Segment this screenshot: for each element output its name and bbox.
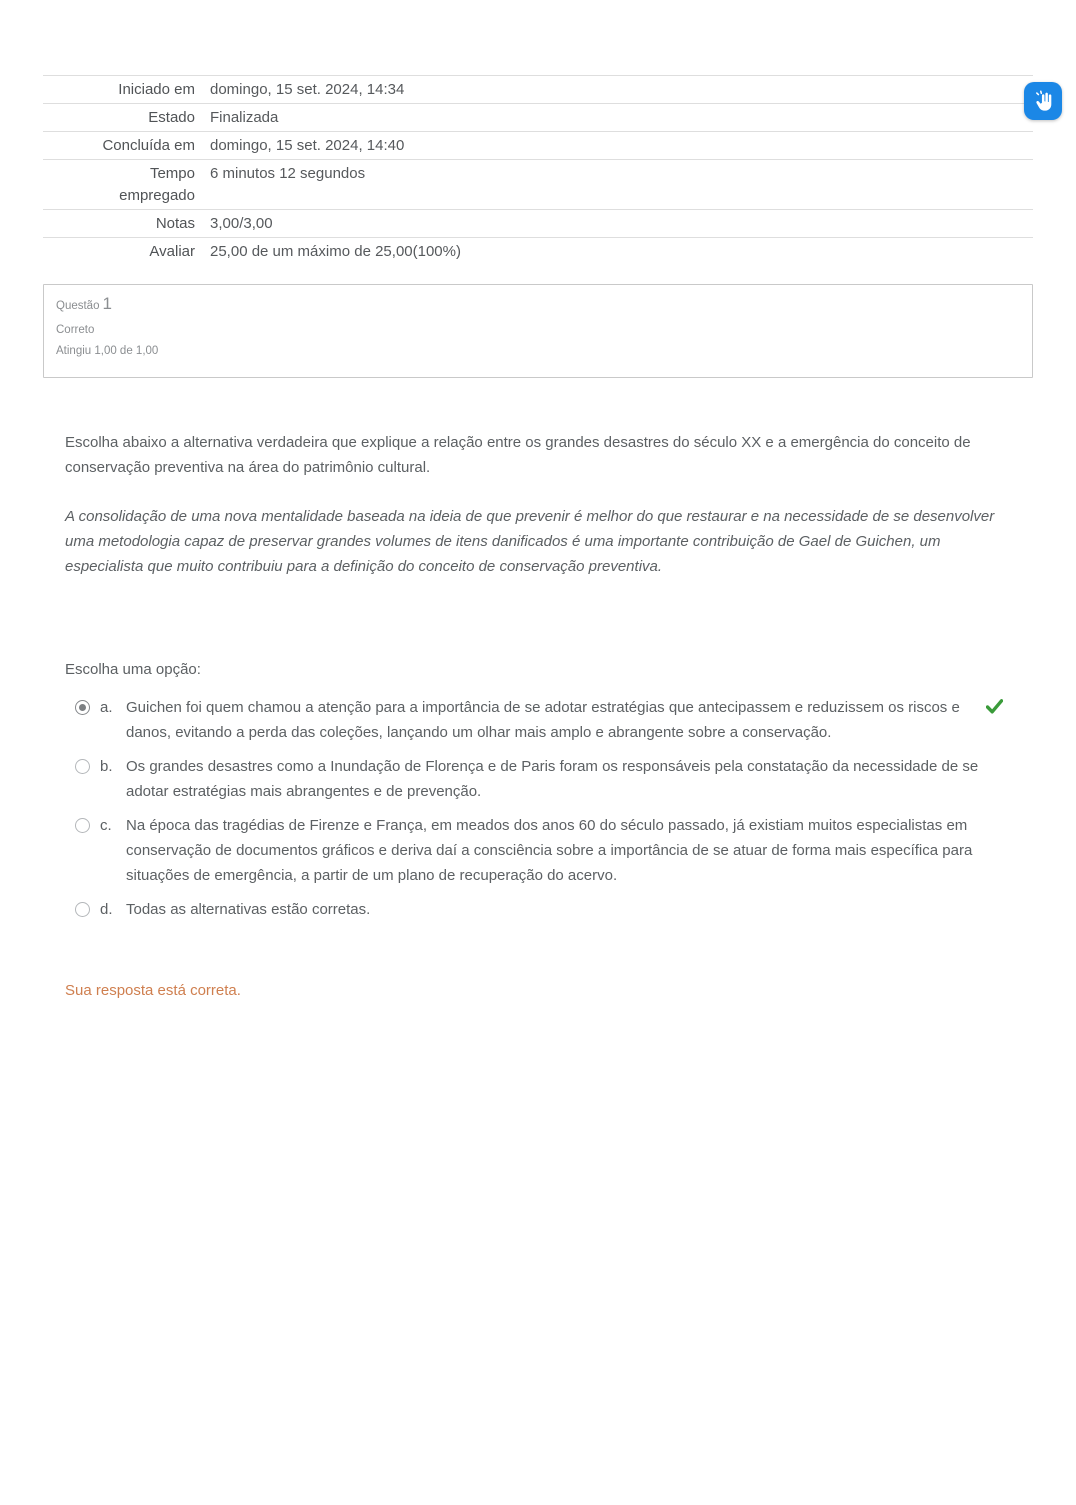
- question-status: Correto: [56, 324, 95, 336]
- option-text: Todas as alternativas estão corretas.: [126, 901, 371, 918]
- option-letter: d.: [100, 901, 113, 918]
- answer-feedback: Sua resposta está correta.: [65, 982, 241, 999]
- answer-prompt: Escolha uma opção:: [65, 661, 201, 678]
- summary-label: Iniciado em: [43, 76, 210, 104]
- summary-value: 25,00 de um máximo de 25,00(100%): [210, 238, 1033, 266]
- answer-option-b[interactable]: [65, 754, 1033, 804]
- summary-value: Finalizada: [210, 104, 1033, 132]
- table-row: [43, 160, 1033, 210]
- radio-button-c[interactable]: [75, 818, 90, 833]
- question-number: [56, 294, 1020, 316]
- table-row: [43, 132, 1033, 160]
- question-grade: Atingiu 1,00 de 1,00: [56, 345, 159, 357]
- question-text: Escolha abaixo a alternativa verdadeira que explique a relação entre os grandes desastres do século XX e a emergência do conceito de conservação preventiva na área do patrimônio cultural.: [65, 434, 971, 476]
- option-text: Os grandes desastres como a Inundação de Florença e de Paris foram os responsáveis pela constatação da necessidade de se adotar estratégias mais abrangentes e de prevenção.: [126, 758, 979, 800]
- table-row: [43, 238, 1033, 266]
- option-text: Na época das tragédias de Firenze e França, em meados dos anos 60 do século passado, já existiam muitos especialistas em conservação de documentos gráficos e deriva daí a consciência sobre a importância de se atuar de forma mais específica para situações de emergência, a partir de um plano de recuperação do acervo.: [126, 817, 973, 884]
- question-text-italic: A consolidação de uma nova mentalidade baseada na ideia de que prevenir é melhor do que restaurar e na necessidade de se desenvolver uma metodologia capaz de preservar grandes volumes de itens danificados é uma importante contribuição de Gael de Guichen, um especialista que muito contribuiu para a definição do conceito de conservação preventiva.: [65, 508, 995, 575]
- summary-value: 3,00/3,00: [210, 210, 1033, 238]
- radio-button-a[interactable]: [75, 700, 90, 715]
- answer-option-c[interactable]: [65, 813, 1033, 888]
- question-number-value: 1: [102, 294, 112, 313]
- question-number-label: Questão: [56, 300, 100, 312]
- question-info-box: [43, 284, 1033, 378]
- option-letter: a.: [100, 699, 113, 716]
- summary-label: Avaliar: [43, 238, 210, 266]
- summary-value: domingo, 15 set. 2024, 14:34: [210, 76, 1033, 104]
- summary-label: Concluída em: [43, 132, 210, 160]
- option-text: Guichen foi quem chamou a atenção para a importância de se adotar estratégias que antecipassem e reduzissem os riscos e danos, evitando a perda das coleções, lançando um olhar mais amplo e abrangente sobre a conservação.: [126, 699, 960, 741]
- option-letter: b.: [100, 758, 113, 775]
- table-row: [43, 76, 1033, 104]
- accessibility-widget-button[interactable]: [1024, 82, 1062, 120]
- radio-button-d[interactable]: [75, 902, 90, 917]
- summary-label: Estado: [43, 104, 210, 132]
- summary-value: 6 minutos 12 segundos: [210, 160, 1033, 210]
- option-letter: c.: [100, 817, 112, 834]
- answer-option-a[interactable]: [65, 695, 1033, 745]
- answer-option-d[interactable]: [65, 897, 1033, 922]
- quiz-review-page: [43, 0, 1033, 1003]
- answer-options: [65, 695, 1033, 922]
- hand-icon: [1031, 89, 1056, 114]
- summary-value: domingo, 15 set. 2024, 14:40: [210, 132, 1033, 160]
- table-row: [43, 104, 1033, 132]
- quiz-summary-table: [43, 75, 1033, 265]
- radio-button-b[interactable]: [75, 759, 90, 774]
- question-body: [43, 378, 1033, 1003]
- summary-label: Tempo empregado: [43, 160, 210, 210]
- summary-label: Notas: [43, 210, 210, 238]
- table-row: [43, 210, 1033, 238]
- correct-answer-check-icon: [986, 699, 1003, 718]
